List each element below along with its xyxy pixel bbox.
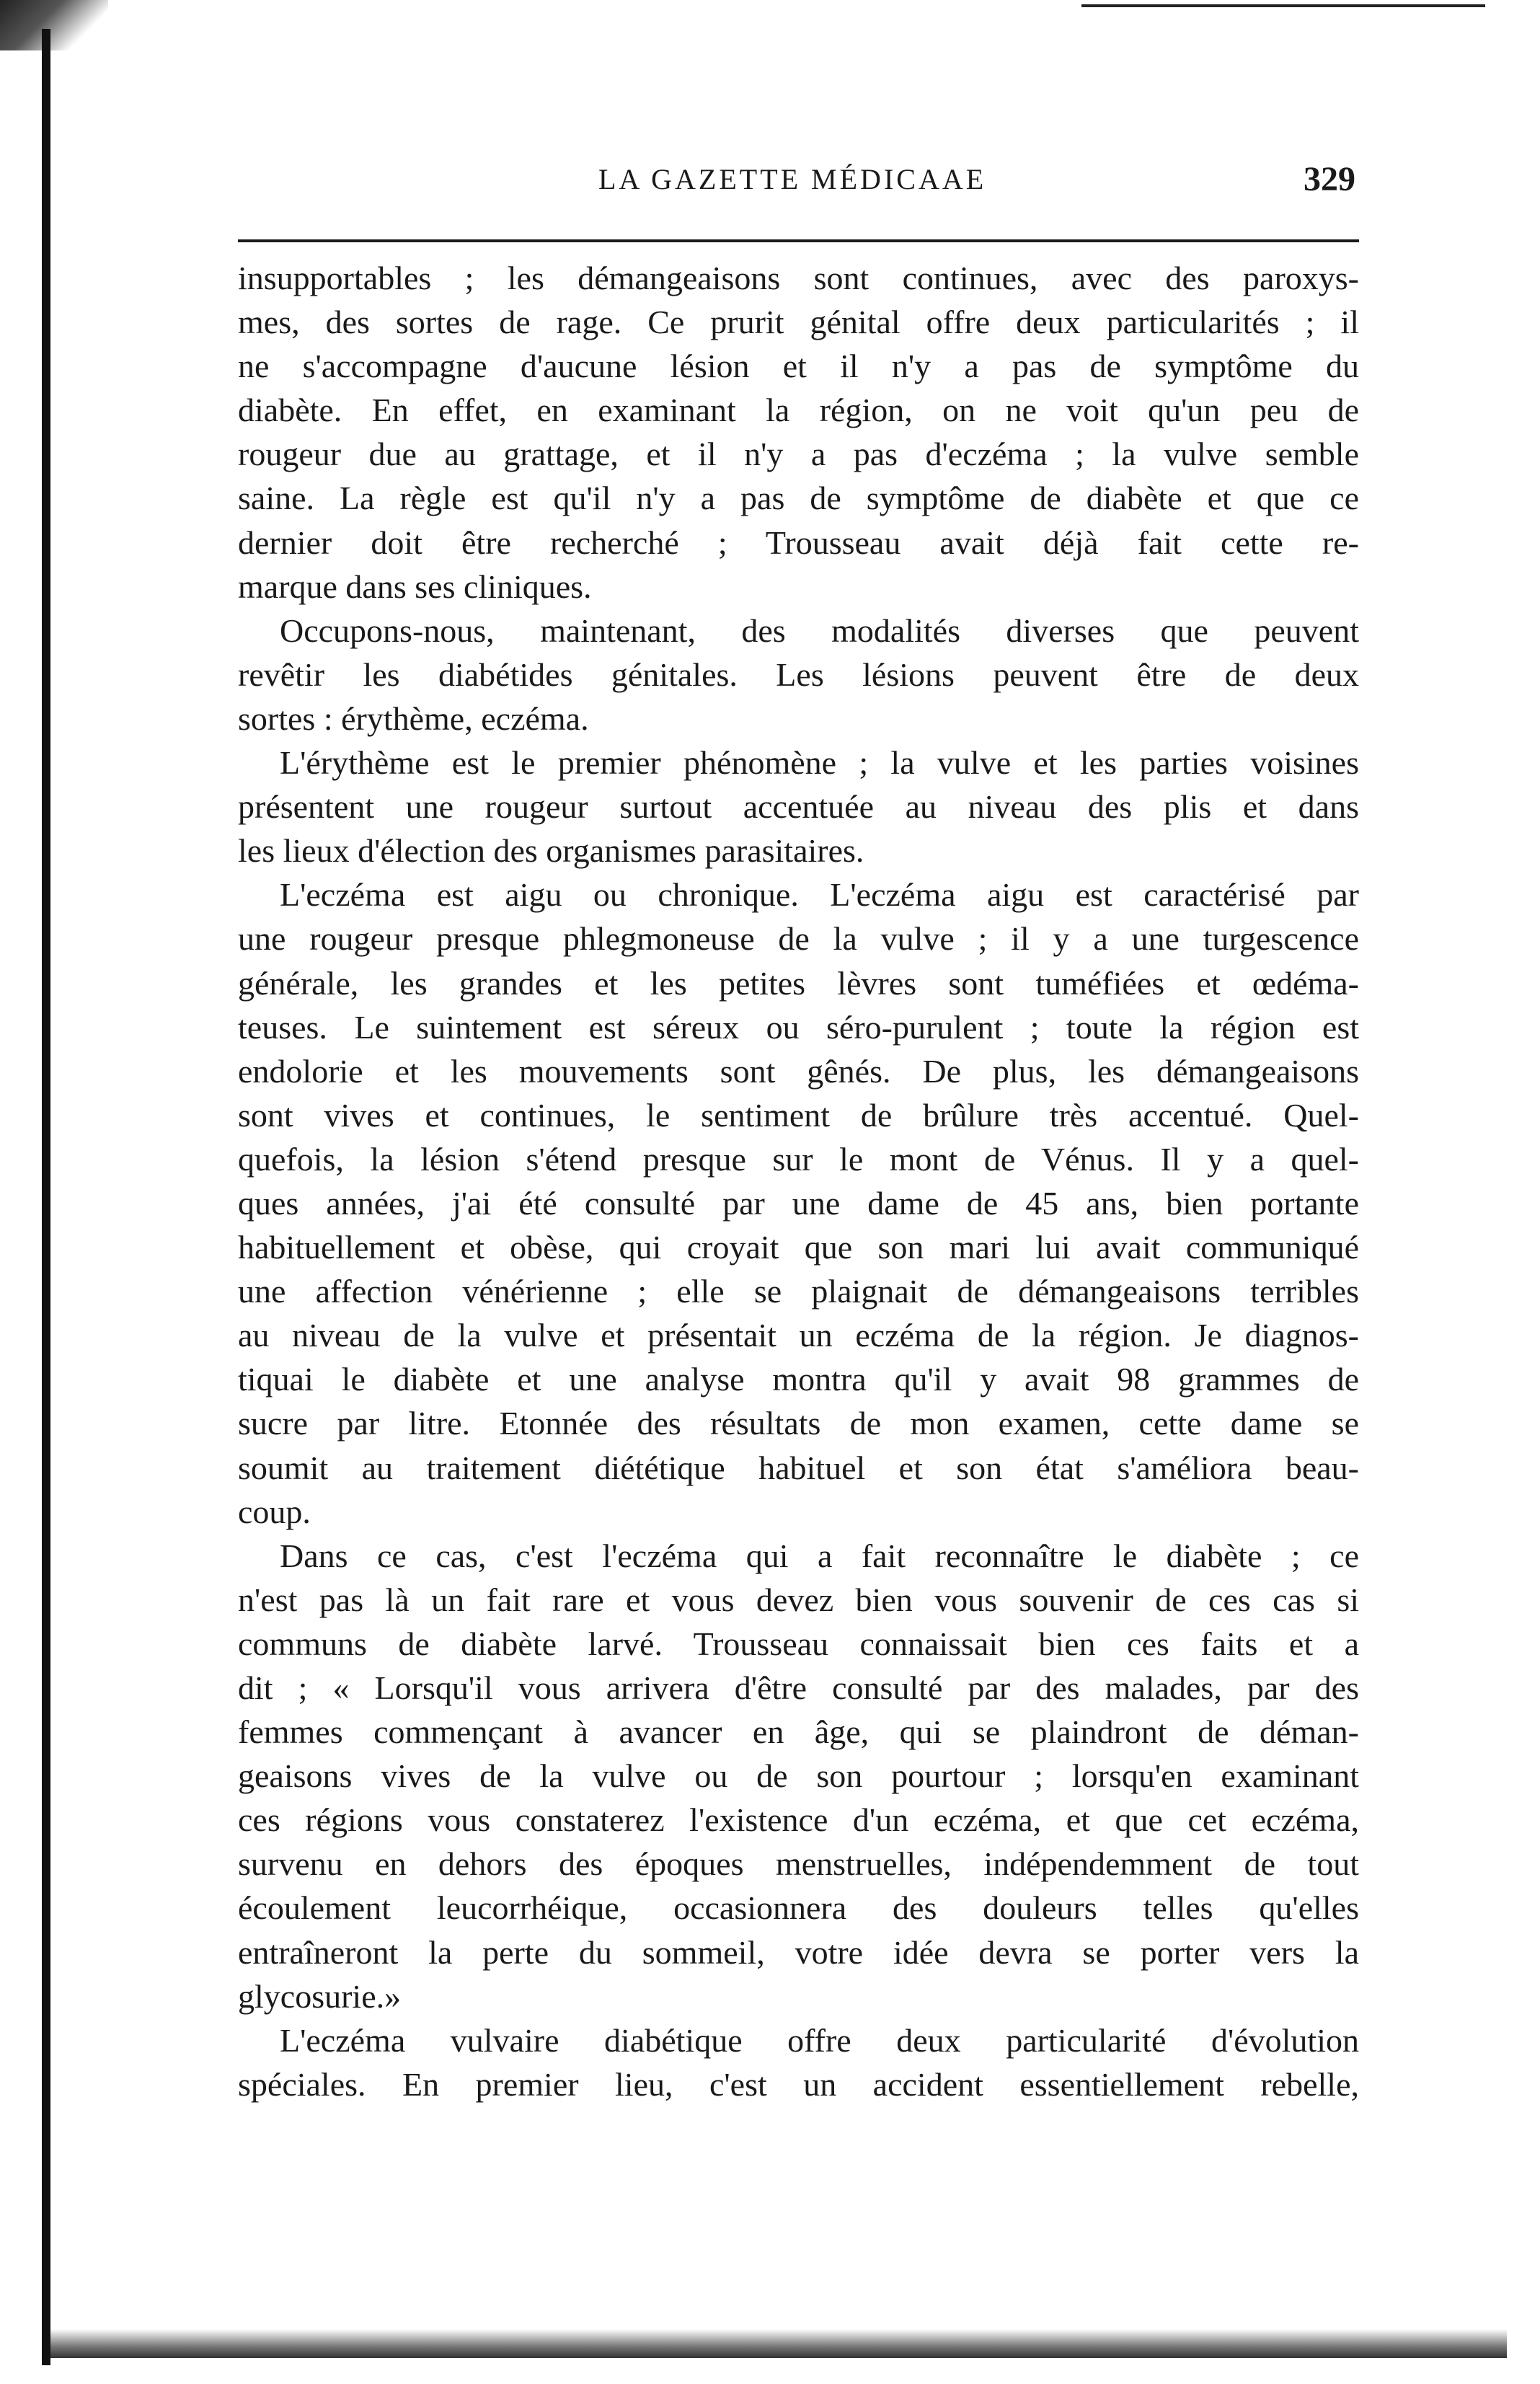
text-line: au niveau de la vulve et présentait un eczéma de la région. Je diagnos- [238, 1317, 1359, 1354]
text-line: geaisons vives de la vulve ou de son pourtour ; lorsqu'en examinant [238, 1757, 1359, 1795]
body-text [238, 256, 1359, 2106]
scan-bottom-edge [50, 2329, 1507, 2358]
text-line: n'est pas là un fait rare et vous devez bien vous souvenir de ces cas si [238, 1581, 1359, 1618]
text-line: sont vives et continues, le sentiment de brûlure très accentué. Quel- [238, 1096, 1359, 1134]
text-line: coup. [238, 1493, 311, 1530]
text-line: revêtir les diabétides génitales. Les lésions peuvent être de deux [238, 655, 1359, 693]
text-line: diabète. En effet, en examinant la région, on ne voit qu'un peu de [238, 392, 1359, 429]
text-line: soumit au traitement diététique habituel et son état s'améliora beau- [238, 1449, 1359, 1486]
text-line: marque dans ses cliniques. [238, 568, 592, 605]
text-line: L'érythème est le premier phénomène ; la vulve et les parties voisines [280, 744, 1359, 782]
text-line: saine. La règle est qu'il n'y a pas de symptôme de diabète et que ce [238, 480, 1359, 517]
text-line: teuses. Le suintement est séreux ou séro-purulent ; toute la région est [238, 1008, 1359, 1046]
text-line: écoulement leucorrhéique, occasionnera des douleurs telles qu'elles [238, 1889, 1359, 1927]
text-line: générale, les grandes et les petites lèvres sont tuméfiées et œdéma- [238, 964, 1359, 1002]
header-rule [238, 239, 1359, 242]
running-title: LA GAZETTE MÉDICAAE [598, 163, 987, 195]
page-number: 329 [1304, 160, 1355, 198]
text-line: entraîneront la perte du sommeil, votre idée devra se porter vers la [238, 1933, 1359, 1971]
text-line: ces régions vous constaterez l'existence d'un eczéma, et que cet eczéma, [238, 1801, 1359, 1839]
text-line: présentent une rougeur surtout accentuée au niveau des plis et dans [238, 788, 1359, 826]
text-line: Dans ce cas, c'est l'eczéma qui a fait reconnaître le diabète ; ce [280, 1537, 1359, 1574]
text-line: dernier doit être recherché ; Trousseau avait déjà fait cette re- [238, 524, 1359, 561]
text-line: rougeur due au grattage, et il n'y a pas d'eczéma ; la vulve semble [238, 436, 1359, 473]
text-line: ques années, j'ai été consulté par une dame de 45 ans, bien portante [238, 1184, 1359, 1222]
text-line: femmes commençant à avancer en âge, qui se plaindront de déman- [238, 1713, 1359, 1751]
text-line: L'eczéma est aigu ou chronique. L'eczéma aigu est caractérisé par [280, 876, 1359, 914]
text-line: sortes : érythème, eczéma. [238, 699, 589, 737]
text-line: habituellement et obèse, qui croyait que son mari lui avait communiqué [238, 1229, 1359, 1266]
text-line: quefois, la lésion s'étend presque sur le mont de Vénus. Il y a quel- [238, 1140, 1359, 1178]
text-line: ne s'accompagne d'aucune lésion et il n'y a pas de symptôme du [238, 348, 1359, 385]
running-head [238, 162, 1355, 213]
text-line: spéciales. En premier lieu, c'est un accident essentiellement rebelle, [238, 2065, 1359, 2103]
text-line: L'eczéma vulvaire diabétique offre deux particularité d'évolution [280, 2021, 1359, 2059]
text-line: une affection vénérienne ; elle se plaignait de démangeaisons terribles [238, 1273, 1359, 1310]
text-line: Occupons-nous, maintenant, des modalités diverses que peuvent [280, 612, 1359, 649]
text-line: endolorie et les mouvements sont gênés. De plus, les démangeaisons [238, 1052, 1359, 1090]
text-line: survenu en dehors des époques menstruelles, indépendemment de tout [238, 1845, 1359, 1883]
text-line: sucre par litre. Etonnée des résultats de mon examen, cette dame se [238, 1405, 1359, 1442]
binding-edge [42, 29, 50, 2365]
text-line: communs de diabète larvé. Trousseau connaissait bien ces faits et a [238, 1625, 1359, 1662]
text-line: insupportables ; les démangeaisons sont continues, avec des paroxys- [238, 260, 1359, 296]
text-line: les lieux d'élection des organismes parasitaires. [238, 832, 864, 870]
text-line: glycosurie.» [238, 1977, 402, 2015]
scan-corner-shadow [0, 0, 108, 50]
text-line: dit ; « Lorsqu'il vous arrivera d'être consulté par des malades, par des [238, 1669, 1359, 1706]
scan-top-edge [1081, 4, 1485, 7]
text-line: tiquai le diabète et une analyse montra qu'il y avait 98 grammes de [238, 1361, 1359, 1398]
text-line: mes, des sortes de rage. Ce prurit génital offre deux particularités ; il [238, 304, 1359, 341]
text-line: une rougeur presque phlegmoneuse de la vulve ; il y a une turgescence [238, 920, 1359, 958]
